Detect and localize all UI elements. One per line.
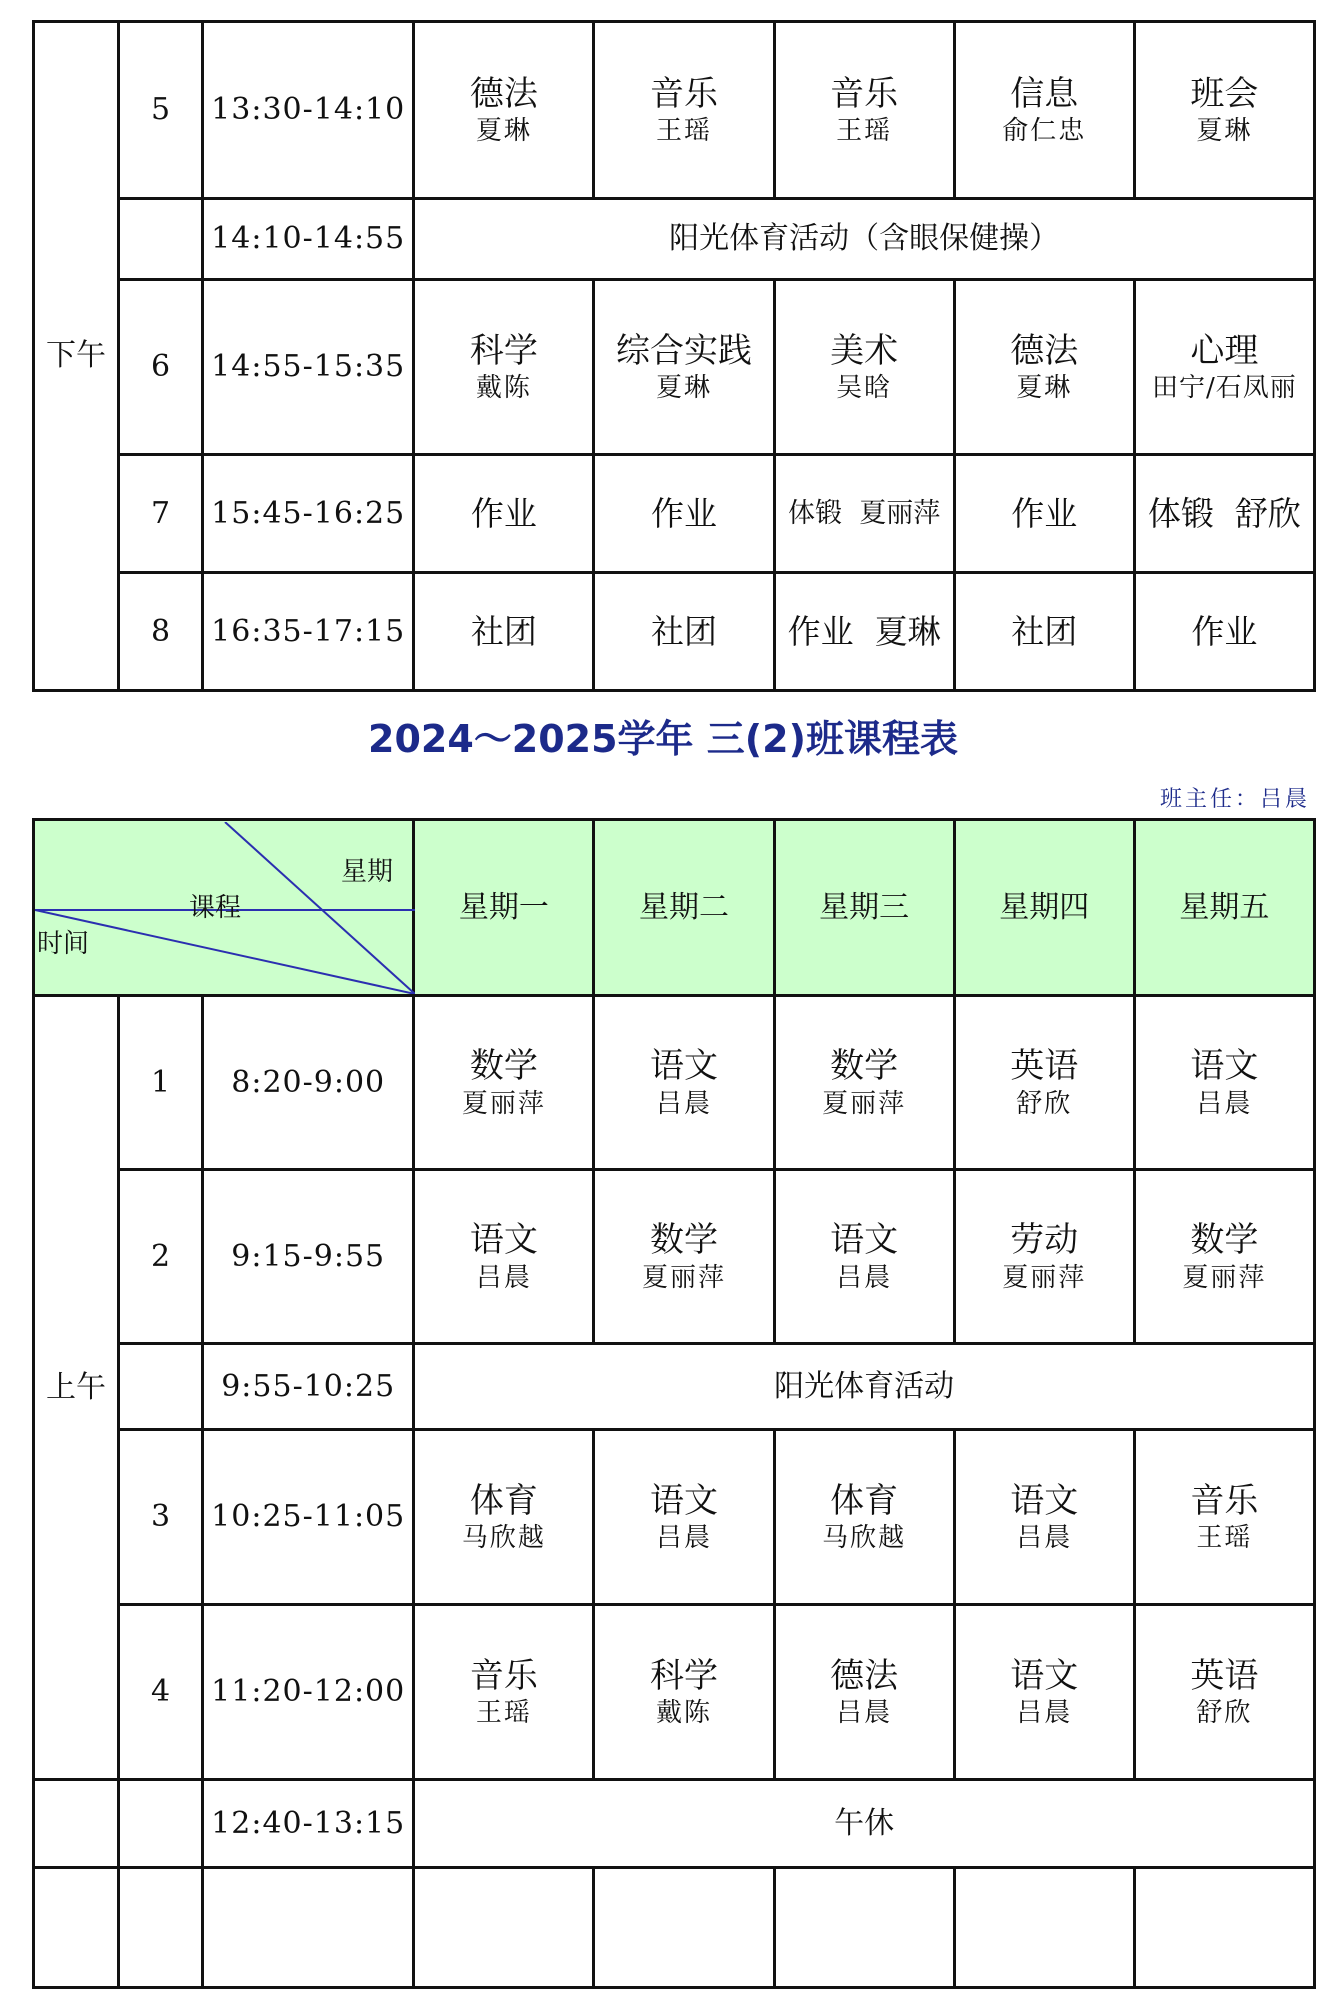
class-cell [594, 573, 774, 691]
teacher: 吕晨 [836, 1262, 893, 1293]
subject: 语文 [830, 1220, 899, 1260]
class-cell [1134, 573, 1314, 691]
class-cell [954, 1868, 1134, 1988]
subject: 音乐 [469, 1655, 538, 1696]
activity-cell: 阳光体育活动（含眼保健操） [414, 199, 1315, 280]
subject: 音乐 [830, 73, 899, 114]
table-row [34, 280, 1315, 455]
class-cell [774, 1170, 954, 1344]
subject: 社团 [470, 611, 537, 651]
class-cell [954, 573, 1134, 691]
teacher: 王瑶 [475, 1698, 532, 1728]
subject: 德法 [469, 73, 538, 114]
class-cell [774, 996, 954, 1170]
time-corner-label: 时间 [37, 928, 90, 959]
table-row [34, 1344, 1315, 1430]
class-cell [1134, 455, 1314, 573]
teacher: 吕晨 [655, 1088, 712, 1119]
class-cell [1134, 280, 1314, 455]
class-cell [774, 1868, 954, 1988]
subject: 社团 [650, 611, 717, 651]
table-row [34, 1780, 1315, 1868]
teacher: 吕晨 [836, 1698, 893, 1728]
teacher: 夏丽萍 [461, 1088, 546, 1119]
class-cell [414, 1170, 594, 1344]
subject: 体育 [469, 1480, 538, 1521]
period-number: 6 [119, 280, 203, 455]
class-cell [594, 280, 774, 455]
afternoon-label: 下午 [34, 22, 119, 691]
table-row [34, 22, 1315, 199]
subject: 语文 [649, 1480, 718, 1521]
teacher: 吕晨 [475, 1262, 532, 1293]
class-cell [594, 22, 774, 199]
period-number: 3 [119, 1430, 203, 1605]
class-cell [414, 22, 594, 199]
class-cell [594, 1170, 774, 1344]
table-row [34, 996, 1315, 1170]
class-cell [1134, 1868, 1314, 1988]
class-cell [774, 1605, 954, 1780]
subject: 体锻 夏丽萍 [788, 497, 941, 529]
period-number [119, 1868, 203, 1988]
day-header: 星期五 [1134, 820, 1314, 996]
class-cell [774, 455, 954, 573]
subject: 科学 [649, 1655, 718, 1696]
day-header: 星期三 [774, 820, 954, 996]
class-cell [594, 455, 774, 573]
class-cell [414, 996, 594, 1170]
subject: 科学 [469, 330, 538, 371]
teacher: 夏丽萍 [822, 1088, 907, 1119]
class-cell [414, 573, 594, 691]
teacher: 俞仁忠 [1002, 116, 1087, 146]
table-row [34, 1430, 1315, 1605]
subject: 德法 [830, 1655, 899, 1696]
teacher: 王瑶 [1196, 1523, 1253, 1553]
teacher: 夏琳 [655, 373, 712, 403]
activity-cell: 午休 [414, 1780, 1315, 1868]
class-cell [954, 1605, 1134, 1780]
day-header: 星期一 [414, 820, 594, 996]
class-cell [594, 996, 774, 1170]
teacher: 王瑶 [836, 116, 893, 146]
class-cell [1134, 22, 1314, 199]
period-time: 14:10-14:55 [203, 199, 414, 280]
class-cell [774, 1430, 954, 1605]
subject: 英语 [1190, 1655, 1259, 1696]
teacher: 吕晨 [655, 1523, 712, 1553]
subject: 语文 [649, 1046, 718, 1086]
page-title: 2024～2025学年 三(2)班课程表 [368, 717, 958, 761]
day-header: 星期四 [954, 820, 1134, 996]
subject: 作业 [650, 493, 717, 533]
teacher: 吕晨 [1016, 1523, 1073, 1553]
period-time [203, 1868, 414, 1988]
morning-label: 上午 [34, 996, 119, 1780]
teacher: 田宁/石凤丽 [1152, 373, 1297, 403]
subject: 数学 [469, 1046, 538, 1086]
subject: 德法 [1010, 330, 1079, 371]
teacher: 夏琳 [475, 116, 532, 146]
period-number [119, 1780, 203, 1868]
teacher: 舒欣 [1016, 1088, 1073, 1119]
class-cell [954, 1170, 1134, 1344]
class-cell [414, 280, 594, 455]
afternoon-timetable [32, 20, 1316, 692]
teacher: 舒欣 [1196, 1698, 1253, 1728]
period-time: 12:40-13:15 [203, 1780, 414, 1868]
period-number: 8 [119, 573, 203, 691]
class-cell [414, 1430, 594, 1605]
period-label [34, 1780, 119, 1868]
subject: 语文 [1010, 1655, 1079, 1696]
teacher: 夏丽萍 [1002, 1262, 1087, 1293]
head-teacher-label: 班主任：吕晨 [1159, 787, 1310, 812]
period-number: 7 [119, 455, 203, 573]
subject: 劳动 [1010, 1220, 1079, 1260]
class-cell [1134, 1170, 1314, 1344]
subject: 作业 [1191, 611, 1258, 651]
teacher: 夏丽萍 [1182, 1262, 1267, 1293]
period-number: 4 [119, 1605, 203, 1780]
subject: 音乐 [649, 73, 718, 114]
subject: 作业 [470, 493, 537, 533]
teacher: 王瑶 [655, 116, 712, 146]
class-cell [594, 1868, 774, 1988]
subject: 美术 [830, 330, 899, 371]
subject: 语文 [469, 1220, 538, 1260]
period-time: 14:55-15:35 [203, 280, 414, 455]
teacher: 夏丽萍 [641, 1262, 726, 1293]
period-time: 9:15-9:55 [203, 1170, 414, 1344]
subject: 音乐 [1190, 1480, 1259, 1521]
class-cell [774, 22, 954, 199]
activity-cell: 阳光体育活动 [414, 1344, 1315, 1430]
class-cell [774, 280, 954, 455]
table-row [34, 573, 1315, 691]
teacher: 戴陈 [475, 373, 532, 403]
period-time: 10:25-11:05 [203, 1430, 414, 1605]
subject: 信息 [1010, 73, 1079, 114]
class-cell [594, 1605, 774, 1780]
period-time: 9:55-10:25 [203, 1344, 414, 1430]
period-number: 2 [119, 1170, 203, 1344]
subject: 体锻 舒欣 [1147, 493, 1301, 533]
class-cell [1134, 996, 1314, 1170]
class-cell [954, 280, 1134, 455]
table-row [34, 455, 1315, 573]
teacher: 马欣越 [822, 1523, 907, 1553]
subject: 数学 [649, 1220, 718, 1260]
teacher: 马欣越 [461, 1523, 546, 1553]
subject: 语文 [1190, 1046, 1259, 1086]
class-cell [954, 455, 1134, 573]
class-cell [954, 1430, 1134, 1605]
teacher: 吴晗 [836, 373, 893, 403]
teacher: 夏琳 [1196, 116, 1253, 146]
teacher: 夏琳 [1016, 373, 1073, 403]
period-time: 13:30-14:10 [203, 22, 414, 199]
teacher: 吕晨 [1016, 1698, 1073, 1728]
subject: 作业 [1011, 493, 1078, 533]
subject: 英语 [1010, 1046, 1079, 1086]
period-time: 11:20-12:00 [203, 1605, 414, 1780]
table-row [34, 1170, 1315, 1344]
class-cell [414, 1605, 594, 1780]
class-cell [774, 573, 954, 691]
subject: 社团 [1011, 611, 1078, 651]
subject: 体育 [830, 1480, 899, 1521]
class-cell [1134, 1430, 1314, 1605]
subject: 数学 [1190, 1220, 1259, 1260]
weekday-corner-label: 星期 [341, 856, 394, 887]
period-number: 5 [119, 22, 203, 199]
period-time: 16:35-17:15 [203, 573, 414, 691]
period-label [34, 1868, 119, 1988]
subject: 语文 [1010, 1480, 1079, 1521]
header-row [34, 820, 1315, 996]
class-cell [954, 996, 1134, 1170]
day-header: 星期二 [594, 820, 774, 996]
class-cell [954, 22, 1134, 199]
period-time: 8:20-9:00 [203, 996, 414, 1170]
teacher: 戴陈 [655, 1698, 712, 1728]
subject: 心理 [1190, 330, 1259, 371]
teacher: 吕晨 [1196, 1088, 1253, 1119]
table-row [34, 1868, 1315, 1988]
subject: 数学 [830, 1046, 899, 1086]
subject: 班会 [1190, 73, 1259, 114]
table-row [34, 199, 1315, 280]
table-row [34, 1605, 1315, 1780]
period-number [119, 1344, 203, 1430]
class-cell [1134, 1605, 1314, 1780]
class-cell [594, 1430, 774, 1605]
class-cell [414, 455, 594, 573]
morning-timetable [32, 818, 1316, 1989]
corner-header [34, 820, 414, 996]
period-number [119, 199, 203, 280]
subject: 综合实践 [615, 330, 752, 371]
period-time: 15:45-16:25 [203, 455, 414, 573]
period-number: 1 [119, 996, 203, 1170]
course-corner-label: 课程 [189, 892, 242, 923]
subject: 作业 夏琳 [787, 611, 941, 651]
class-cell [414, 1868, 594, 1988]
